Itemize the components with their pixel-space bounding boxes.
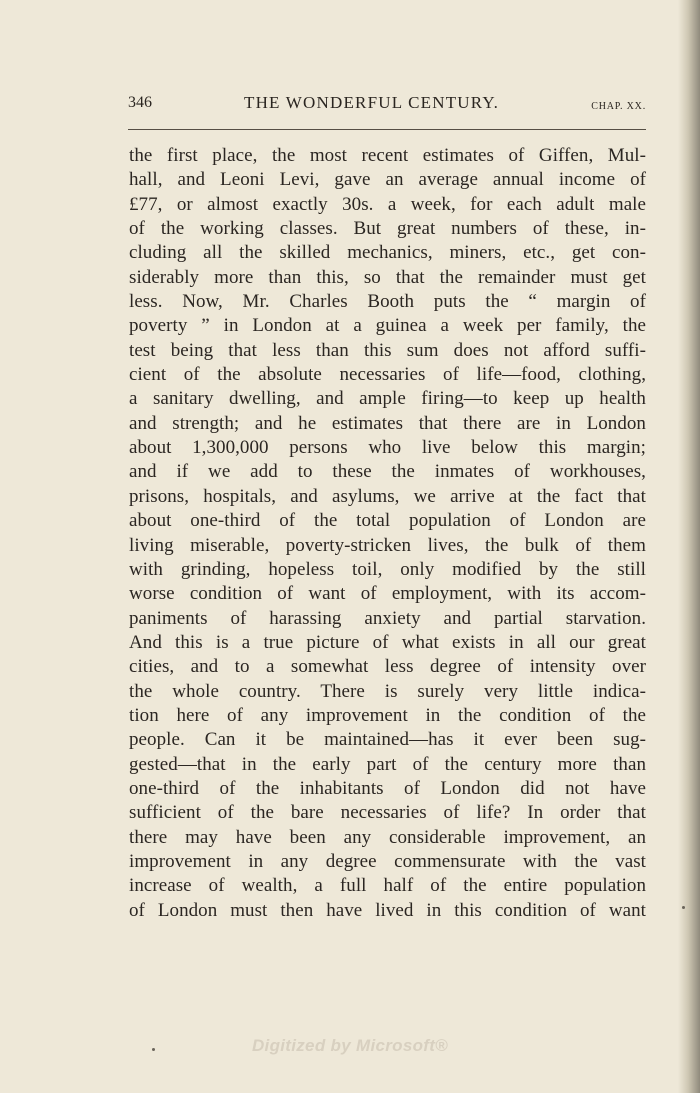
running-title: THE WONDERFUL CENTURY. [244,93,500,112]
text-line: And this is a true picture of what exists in all our great [129,631,646,653]
text-line: and strength; and he estimates that there are in London [129,412,646,434]
text-line: cient of the absolute necessaries of life—food, clothing, [129,364,646,386]
header-rule [128,129,646,130]
chapter-label: CHAP. XX. [591,101,646,112]
text-line: sufficient of the bare necessaries of life? In order that [129,802,646,824]
text-line: and if we add to these the inmates of workhouses, [129,461,646,483]
text-line: siderably more than this, so that the remainder must get [129,266,646,288]
text-line: £77, or almost exactly 30s. a week, for each adult male [129,193,646,215]
text-line: cities, and to a somewhat less degree of intensity over [129,656,646,678]
text-line: less. Now, Mr. Charles Booth puts the “ margin of [129,291,646,313]
text-line: there may have been any considerable improvement, an [129,826,646,848]
text-line: poverty ” in London at a guinea a week per family, the [129,315,646,337]
text-line: worse condition of want of employment, with its accom- [129,583,646,605]
text-line: with grinding, hopeless toil, only modified by the still [129,558,646,580]
text-line: test being that less than this sum does not afford suffi- [129,339,646,361]
body-text [129,144,646,923]
text-line: prisons, hospitals, and asylums, we arrive at the fact that [129,485,646,507]
text-line: of the working classes. But great numbers of these, in- [129,218,646,240]
running-head [128,90,646,120]
text-line: a sanitary dwelling, and ample firing—to keep up health [129,388,646,410]
text-line: improvement in any degree commensurate with the vast [129,850,646,872]
page-number: 346 [128,94,152,111]
text-line: hall, and Leoni Levi, gave an average annual income of [129,169,646,191]
text-line: tion here of any improvement in the condition of the [129,704,646,726]
text-line: people. Can it be maintained—has it ever been sug- [129,729,646,751]
text-line: of London must then have lived in this condition of want [129,899,646,921]
page-edge-shadow [678,0,700,1093]
text-line: gested—that in the early part of the century more than [129,753,646,775]
text-line: paniments of harassing anxiety and partial starvation. [129,607,646,629]
text-line: one-third of the inhabitants of London did not have [129,777,646,799]
digitization-watermark: Digitized by Microsoft® [251,1036,449,1055]
text-line: living miserable, poverty-stricken lives, the bulk of them [129,534,646,556]
text-line: increase of wealth, a full half of the entire population [129,875,646,897]
text-line: about 1,300,000 persons who live below this margin; [129,437,646,459]
paper-speck [682,906,685,909]
text-line: about one-third of the total population of London are [129,510,646,532]
text-line: cluding all the skilled mechanics, miners, etc., get con- [129,242,646,264]
text-line: the whole country. There is surely very little indica- [129,680,646,702]
text-line: the first place, the most recent estimates of Giffen, Mul- [129,145,646,166]
